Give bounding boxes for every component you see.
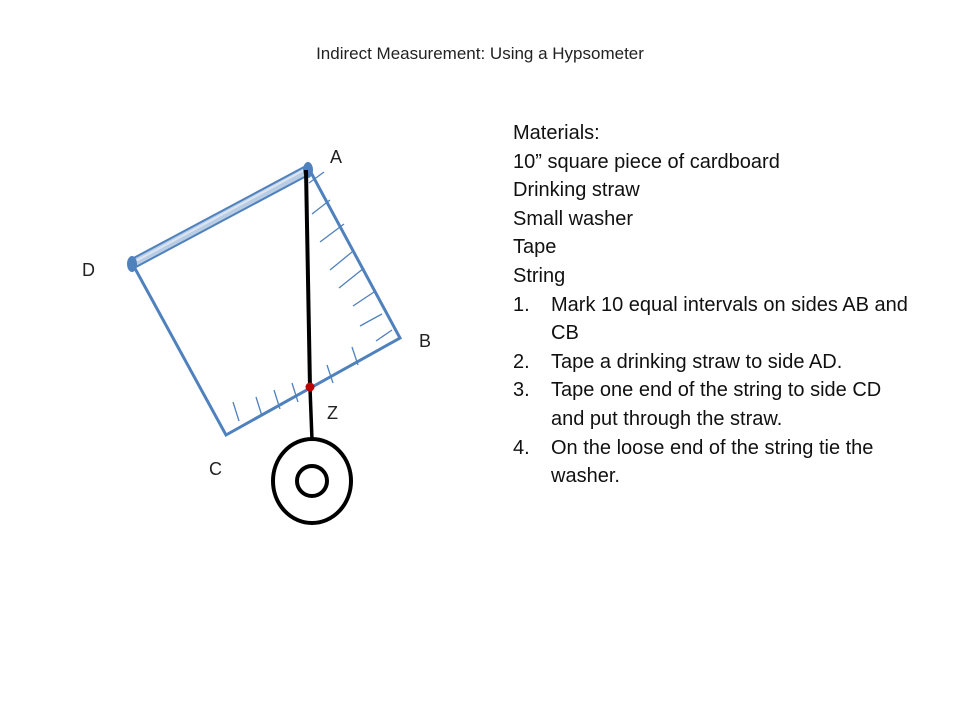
material-item: String [513,264,566,287]
instructions-panel [513,119,913,491]
material-item: Drinking straw [513,179,640,202]
ticks-side-ab [309,172,392,341]
step-number: 3. [513,379,530,402]
materials-heading: Materials: [513,122,600,144]
string [306,170,312,440]
step-text: Tape one end of the string to side CD and put through the straw. [551,379,882,430]
page-title: Indirect Measurement: Using a Hypsometer [316,44,644,63]
ticks-side-cb [233,347,358,421]
material-item: 10” square piece of cardboard [513,150,780,173]
step-number: 1. [513,293,530,316]
material-item: Tape [513,236,557,259]
step-number: 2. [513,350,530,373]
label-b: B [419,331,432,351]
drinking-straw [127,162,313,272]
step-item [513,376,913,433]
step-text: Mark 10 equal intervals on sides AB and CB [551,293,908,345]
straw-end-d [127,256,137,272]
label-z: Z [327,403,338,423]
label-c: C [209,459,222,479]
step-item [513,348,913,377]
washer [273,439,351,523]
material-item: Small washer [513,207,634,230]
step-text: On the loose end of the string tie the washer. [551,436,874,488]
steps-list [513,291,913,491]
step-number: 4. [513,436,530,459]
label-a: A [330,147,343,167]
step-item [513,291,913,348]
label-d: D [82,260,95,280]
pivot-dot [306,383,315,392]
step-text: Tape a drinking straw to side AD. [551,350,843,373]
step-item [513,434,913,491]
